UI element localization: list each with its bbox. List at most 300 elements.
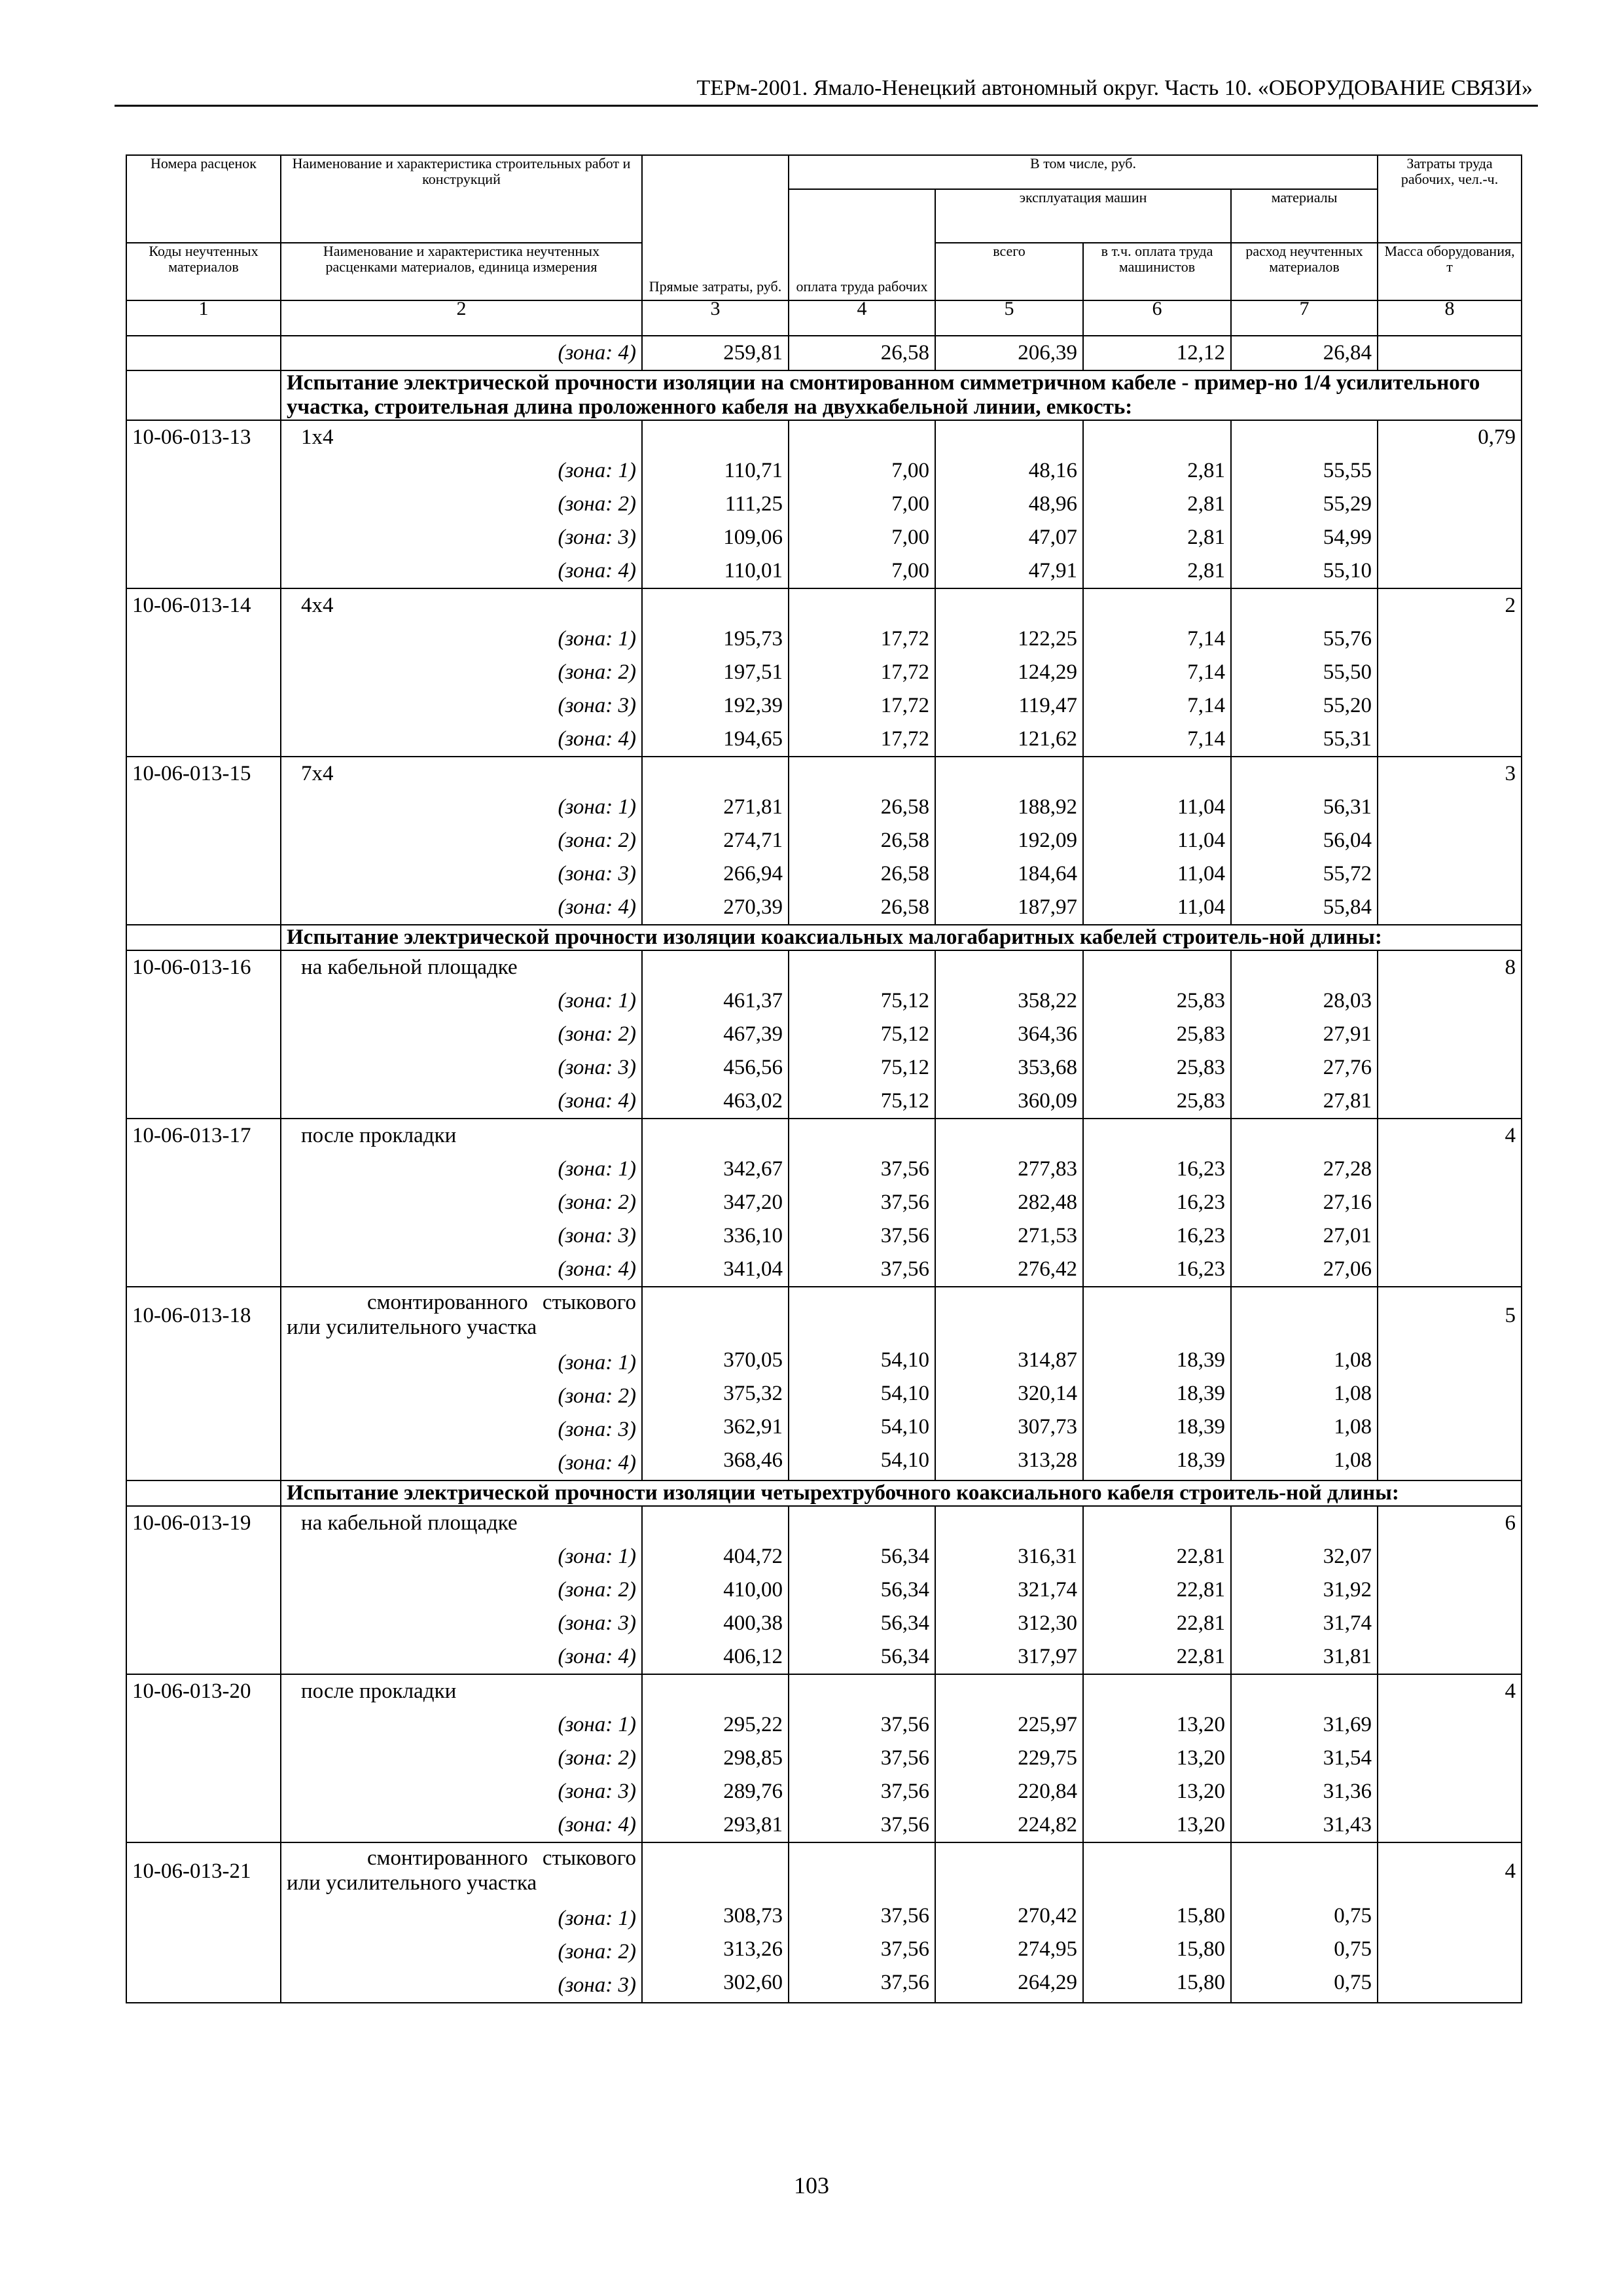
zone-label: (зона: 3) bbox=[558, 526, 636, 549]
labor-pay-value-cell bbox=[789, 757, 935, 925]
machines-labor-value-cell bbox=[1083, 757, 1231, 925]
spacer bbox=[648, 1675, 783, 1708]
page-header bbox=[115, 65, 1538, 107]
machines-total-value: 364,36 bbox=[1018, 1022, 1077, 1046]
zone-label: (зона: 1) bbox=[558, 1907, 636, 1930]
rate-description bbox=[281, 757, 642, 925]
machines-total-value: 317,97 bbox=[1018, 1645, 1077, 1668]
header-col2-bottom: Наименование и характеристика неучтенных расценками материалов, единица измерения bbox=[281, 243, 642, 300]
direct-cost-value: 347,20 bbox=[723, 1191, 783, 1214]
machines-total-value: 314,87 bbox=[1018, 1348, 1077, 1372]
header-labor-pay: оплата труда рабочих bbox=[789, 189, 935, 300]
rate-row bbox=[126, 1842, 1522, 2003]
machines-labor-value-cell bbox=[1083, 1674, 1231, 1842]
rate-name: после прокладки bbox=[301, 1679, 457, 1703]
rate-name: 7х4 bbox=[301, 762, 334, 785]
materials-value: 55,50 bbox=[1323, 660, 1372, 684]
zone-label: (зона: 1) bbox=[558, 1713, 636, 1736]
zone-label: (зона: 4) bbox=[558, 1813, 636, 1837]
mass-value: 4 bbox=[1378, 1674, 1522, 1842]
machines-total-value: 188,92 bbox=[1018, 795, 1077, 819]
zone-label: (зона: 3) bbox=[558, 1611, 636, 1635]
spacer bbox=[1089, 1287, 1225, 1344]
machines-labor-value: 18,39 bbox=[1176, 1448, 1225, 1472]
materials-value: 0,75 bbox=[1334, 1937, 1372, 1961]
header-machines-total: всего bbox=[935, 243, 1083, 300]
machines-total-value: 119,47 bbox=[1018, 694, 1077, 717]
spacer bbox=[1089, 589, 1225, 622]
spacer bbox=[794, 951, 929, 984]
machines-total-value: 282,48 bbox=[1018, 1191, 1077, 1214]
direct-cost-value-cell bbox=[642, 950, 789, 1119]
direct-cost-value: 259,81 bbox=[642, 336, 789, 370]
materials-value: 32,07 bbox=[1323, 1545, 1372, 1568]
spacer bbox=[941, 951, 1077, 984]
materials-value: 55,76 bbox=[1323, 627, 1372, 651]
spacer bbox=[648, 1507, 783, 1540]
labor-pay-value: 37,56 bbox=[880, 1904, 929, 1928]
zone-label: (зона: 3) bbox=[558, 1224, 636, 1247]
rate-name-line: смонтированного стыкового bbox=[366, 1846, 636, 1870]
machines-labor-value: 22,81 bbox=[1176, 1611, 1225, 1635]
rate-row bbox=[126, 950, 1522, 1119]
materials-value: 27,06 bbox=[1323, 1257, 1372, 1281]
direct-cost-value: 368,46 bbox=[723, 1448, 783, 1472]
header-col8-bottom: Масса оборудования, т bbox=[1378, 243, 1522, 300]
machines-total-value: 307,73 bbox=[1018, 1415, 1077, 1439]
direct-cost-value: 370,05 bbox=[723, 1348, 783, 1372]
mass-value: 4 bbox=[1378, 1119, 1522, 1287]
rate-code: 10-06-013-20 bbox=[126, 1674, 281, 1842]
labor-pay-value: 37,56 bbox=[880, 1157, 929, 1181]
spacer bbox=[794, 589, 929, 622]
direct-cost-value: 404,72 bbox=[723, 1545, 783, 1568]
machines-total-value: 360,09 bbox=[1018, 1089, 1077, 1113]
direct-cost-value: 274,71 bbox=[723, 829, 783, 852]
rate-code: 10-06-013-19 bbox=[126, 1506, 281, 1674]
direct-cost-value: 293,81 bbox=[723, 1813, 783, 1837]
rate-code: 10-06-013-21 bbox=[126, 1842, 281, 2003]
zone-label: (зона: 2) bbox=[558, 492, 636, 516]
zone-label: (зона: 3) bbox=[558, 1780, 636, 1803]
section-code-cell bbox=[126, 1480, 281, 1506]
machines-total-value: 48,16 bbox=[1028, 459, 1077, 482]
spacer bbox=[794, 757, 929, 791]
machines-labor-value: 13,20 bbox=[1176, 1746, 1225, 1770]
zone-label: (зона: 4) bbox=[558, 1089, 636, 1113]
spacer bbox=[1237, 1287, 1372, 1344]
rate-code: 10-06-013-15 bbox=[126, 757, 281, 925]
direct-cost-value: 192,39 bbox=[723, 694, 783, 717]
spacer bbox=[941, 1287, 1077, 1344]
labor-pay-value: 17,72 bbox=[880, 694, 929, 717]
machines-labor-value: 16,23 bbox=[1176, 1224, 1225, 1247]
labor-pay-value: 26,58 bbox=[880, 862, 929, 886]
column-number: 4 bbox=[789, 300, 935, 336]
direct-cost-value-cell bbox=[642, 420, 789, 588]
machines-total-value: 320,14 bbox=[1018, 1382, 1077, 1405]
labor-pay-value: 37,56 bbox=[880, 1713, 929, 1736]
zone-label: (зона: 1) bbox=[558, 795, 636, 819]
labor-pay-value: 54,10 bbox=[880, 1382, 929, 1405]
zone-label: (зона: 4) bbox=[558, 727, 636, 751]
labor-pay-value: 56,34 bbox=[880, 1611, 929, 1635]
labor-pay-value: 37,56 bbox=[880, 1191, 929, 1214]
machines-labor-value: 15,80 bbox=[1176, 1971, 1225, 1994]
machines-labor-value-cell bbox=[1083, 1506, 1231, 1674]
materials-value: 1,08 bbox=[1334, 1415, 1372, 1439]
labor-pay-value: 7,00 bbox=[891, 526, 929, 549]
machines-labor-value: 18,39 bbox=[1176, 1382, 1225, 1405]
labor-pay-value-cell bbox=[789, 420, 935, 588]
spacer bbox=[1089, 1507, 1225, 1540]
zone-label: (зона: 2) bbox=[558, 1746, 636, 1770]
direct-cost-value: 375,32 bbox=[723, 1382, 783, 1405]
labor-pay-value: 26,58 bbox=[880, 829, 929, 852]
labor-pay-value: 26,58 bbox=[789, 336, 935, 370]
carry-over-row bbox=[126, 336, 1522, 370]
machines-labor-value: 13,20 bbox=[1176, 1713, 1225, 1736]
machines-labor-value: 13,20 bbox=[1176, 1813, 1225, 1837]
labor-pay-value: 7,00 bbox=[891, 492, 929, 516]
rate-description bbox=[281, 1842, 642, 2003]
materials-value-cell bbox=[1231, 1506, 1378, 1674]
rate-row bbox=[126, 1287, 1522, 1480]
direct-cost-value: 406,12 bbox=[723, 1645, 783, 1668]
header-machines: эксплуатация машин bbox=[935, 189, 1231, 243]
rate-name-block bbox=[287, 1843, 636, 1902]
machines-total-value: 124,29 bbox=[1018, 660, 1077, 684]
machines-total-value: 264,29 bbox=[1018, 1971, 1077, 1994]
section-title: Испытание электрической прочности изоляции коаксиальных малогабаритных кабелей строитель-ной длины: bbox=[281, 925, 1522, 950]
materials-value-cell bbox=[1231, 1287, 1378, 1480]
spacer bbox=[1089, 757, 1225, 791]
labor-pay-value-cell bbox=[789, 1506, 935, 1674]
direct-cost-value: 270,39 bbox=[723, 895, 783, 919]
machines-labor-value: 13,20 bbox=[1176, 1780, 1225, 1803]
machines-total-value-cell bbox=[935, 420, 1083, 588]
direct-cost-value: 111,25 bbox=[724, 492, 783, 516]
machines-total-value-cell bbox=[935, 757, 1083, 925]
machines-total-value: 121,62 bbox=[1018, 727, 1077, 751]
spacer bbox=[1237, 1119, 1372, 1153]
rate-code: 10-06-013-16 bbox=[126, 950, 281, 1119]
machines-labor-value-cell bbox=[1083, 950, 1231, 1119]
spacer bbox=[941, 589, 1077, 622]
machines-labor-value: 25,83 bbox=[1176, 1022, 1225, 1046]
page-header-title: ТЕРм-2001. Ямало-Ненецкий автономный округ. Часть 10. «ОБОРУДОВАНИЕ СВЯЗИ» bbox=[696, 76, 1533, 100]
rate-description bbox=[281, 588, 642, 757]
machines-labor-value: 18,39 bbox=[1176, 1348, 1225, 1372]
machines-total-value: 277,83 bbox=[1018, 1157, 1077, 1181]
direct-cost-value: 194,65 bbox=[723, 727, 783, 751]
materials-value-cell bbox=[1231, 1119, 1378, 1287]
zone-label: (зона: 2) bbox=[558, 1022, 636, 1046]
direct-cost-value: 313,26 bbox=[723, 1937, 783, 1961]
machines-labor-value: 2,81 bbox=[1187, 526, 1225, 549]
machines-total-value: 187,97 bbox=[1018, 895, 1077, 919]
materials-value: 1,08 bbox=[1334, 1382, 1372, 1405]
spacer bbox=[941, 421, 1077, 454]
materials-value: 31,54 bbox=[1323, 1746, 1372, 1770]
machines-total-value: 321,74 bbox=[1018, 1578, 1077, 1602]
direct-cost-value: 197,51 bbox=[723, 660, 783, 684]
machines-labor-value: 7,14 bbox=[1187, 660, 1225, 684]
labor-pay-value: 7,00 bbox=[891, 459, 929, 482]
rate-row bbox=[126, 1119, 1522, 1287]
labor-pay-value: 56,34 bbox=[880, 1545, 929, 1568]
labor-pay-value: 17,72 bbox=[880, 727, 929, 751]
labor-pay-value: 37,56 bbox=[880, 1937, 929, 1961]
spacer bbox=[941, 757, 1077, 791]
direct-cost-value: 461,37 bbox=[723, 989, 783, 1013]
materials-value: 27,16 bbox=[1323, 1191, 1372, 1214]
spacer bbox=[794, 1119, 929, 1153]
column-number: 8 bbox=[1378, 300, 1522, 336]
header-machines-labor: в т.ч. оплата труда машинистов bbox=[1083, 243, 1231, 300]
machines-labor-value: 15,80 bbox=[1176, 1937, 1225, 1961]
spacer bbox=[1237, 1675, 1372, 1708]
zone-label: (зона: 1) bbox=[558, 989, 636, 1013]
zone-label: (зона: 2) bbox=[558, 1384, 636, 1408]
machines-total-value: 316,31 bbox=[1018, 1545, 1077, 1568]
section-code-cell bbox=[126, 925, 281, 950]
mass-value: 5 bbox=[1378, 1287, 1522, 1480]
spacer bbox=[1237, 421, 1372, 454]
zone-label: (зона: 1) bbox=[558, 1545, 636, 1568]
zone-label: (зона: 3) bbox=[558, 1418, 636, 1441]
machines-labor-value: 11,04 bbox=[1177, 795, 1225, 819]
materials-value: 27,91 bbox=[1323, 1022, 1372, 1046]
materials-value-cell bbox=[1231, 757, 1378, 925]
zone-label: (зона: 1) bbox=[558, 1351, 636, 1374]
machines-labor-value-cell bbox=[1083, 420, 1231, 588]
materials-value: 55,20 bbox=[1323, 694, 1372, 717]
materials-value: 55,29 bbox=[1323, 492, 1372, 516]
direct-cost-value-cell bbox=[642, 588, 789, 757]
materials-value: 55,72 bbox=[1323, 862, 1372, 886]
machines-total-value: 206,39 bbox=[935, 336, 1083, 370]
rate-description bbox=[281, 420, 642, 588]
machines-total-value: 270,42 bbox=[1018, 1904, 1077, 1928]
header-col1-top: Номера расценок bbox=[126, 155, 281, 243]
direct-cost-value: 308,73 bbox=[723, 1904, 783, 1928]
page-number: 103 bbox=[794, 2172, 829, 2198]
spacer bbox=[1237, 1843, 1372, 1899]
machines-labor-value: 25,83 bbox=[1176, 989, 1225, 1013]
rate-row bbox=[126, 1506, 1522, 1674]
zone-label: (зона: 2) bbox=[558, 829, 636, 852]
spacer bbox=[794, 1287, 929, 1344]
machines-labor-value: 7,14 bbox=[1187, 727, 1225, 751]
section-code-cell bbox=[126, 370, 281, 420]
direct-cost-value: 302,60 bbox=[723, 1971, 783, 1994]
labor-pay-value: 54,10 bbox=[880, 1448, 929, 1472]
materials-value: 26,84 bbox=[1231, 336, 1378, 370]
machines-total-value: 184,64 bbox=[1018, 862, 1077, 886]
machines-labor-value: 12,12 bbox=[1083, 336, 1231, 370]
machines-labor-value: 2,81 bbox=[1187, 492, 1225, 516]
machines-total-value: 220,84 bbox=[1018, 1780, 1077, 1803]
materials-value: 27,76 bbox=[1323, 1056, 1372, 1079]
machines-total-value: 276,42 bbox=[1018, 1257, 1077, 1281]
zone-label: (зона: 4) bbox=[558, 1645, 636, 1668]
zone-label: (зона: 4) bbox=[558, 1451, 636, 1475]
materials-value: 55,10 bbox=[1323, 559, 1372, 583]
materials-value: 31,69 bbox=[1323, 1713, 1372, 1736]
spacer bbox=[794, 421, 929, 454]
direct-cost-value: 295,22 bbox=[723, 1713, 783, 1736]
spacer bbox=[1237, 757, 1372, 791]
spacer bbox=[648, 421, 783, 454]
rate-name-line: смонтированного стыкового bbox=[366, 1291, 636, 1314]
labor-pay-value-cell bbox=[789, 588, 935, 757]
section-row bbox=[126, 1480, 1522, 1506]
rate-row bbox=[126, 420, 1522, 588]
materials-value-cell bbox=[1231, 950, 1378, 1119]
spacer bbox=[648, 589, 783, 622]
direct-cost-value: 110,71 bbox=[724, 459, 783, 482]
spacer bbox=[648, 1843, 783, 1899]
machines-labor-value: 2,81 bbox=[1187, 459, 1225, 482]
zone-label: (зона: 4) bbox=[558, 1257, 636, 1281]
machines-labor-value: 11,04 bbox=[1177, 895, 1225, 919]
direct-cost-value-cell bbox=[642, 1506, 789, 1674]
section-title: Испытание электрической прочности изоляции четырехтрубочного коаксиального кабеля строитель-ной длины: bbox=[281, 1480, 1522, 1506]
machines-labor-value: 11,04 bbox=[1177, 862, 1225, 886]
machines-labor-value: 7,14 bbox=[1187, 694, 1225, 717]
direct-cost-value: 362,91 bbox=[723, 1415, 783, 1439]
spacer bbox=[1237, 1507, 1372, 1540]
machines-labor-value: 25,83 bbox=[1176, 1089, 1225, 1113]
spacer bbox=[794, 1507, 929, 1540]
section-row bbox=[126, 370, 1522, 420]
labor-pay-value: 75,12 bbox=[880, 1056, 929, 1079]
materials-value: 27,81 bbox=[1323, 1089, 1372, 1113]
materials-value-cell bbox=[1231, 1674, 1378, 1842]
zone-label: (зона: 3) bbox=[558, 862, 636, 886]
header-col8-top: Затраты труда рабочих, чел.-ч. bbox=[1378, 155, 1522, 243]
machines-labor-value: 16,23 bbox=[1176, 1157, 1225, 1181]
direct-cost-value: 336,10 bbox=[723, 1224, 783, 1247]
materials-value: 56,31 bbox=[1323, 795, 1372, 819]
machines-labor-value: 22,81 bbox=[1176, 1645, 1225, 1668]
mass-value: 2 bbox=[1378, 588, 1522, 757]
materials-value-cell bbox=[1231, 420, 1378, 588]
materials-value: 1,08 bbox=[1334, 1448, 1372, 1472]
labor-pay-value: 54,10 bbox=[880, 1415, 929, 1439]
price-table bbox=[126, 154, 1522, 2003]
machines-total-value: 271,53 bbox=[1018, 1224, 1077, 1247]
materials-value: 55,84 bbox=[1323, 895, 1372, 919]
labor-pay-value: 56,34 bbox=[880, 1645, 929, 1668]
machines-total-value: 192,09 bbox=[1018, 829, 1077, 852]
materials-value-cell bbox=[1231, 1842, 1378, 2003]
labor-pay-value-cell bbox=[789, 1842, 935, 2003]
rate-code: 10-06-013-17 bbox=[126, 1119, 281, 1287]
machines-total-value-cell bbox=[935, 1506, 1083, 1674]
direct-cost-value-cell bbox=[642, 757, 789, 925]
header-col2-top: Наименование и характеристика строительных работ и конструкций bbox=[281, 155, 642, 243]
direct-cost-value: 342,67 bbox=[723, 1157, 783, 1181]
direct-cost-value-cell bbox=[642, 1119, 789, 1287]
zone-label: (зона: 2) bbox=[558, 660, 636, 684]
machines-total-value: 274,95 bbox=[1018, 1937, 1077, 1961]
rate-row bbox=[126, 757, 1522, 925]
materials-value: 31,74 bbox=[1323, 1611, 1372, 1635]
machines-labor-value: 16,23 bbox=[1176, 1191, 1225, 1214]
direct-cost-value: 467,39 bbox=[723, 1022, 783, 1046]
rate-row bbox=[126, 588, 1522, 757]
spacer bbox=[1089, 951, 1225, 984]
header-including: В том числе, руб. bbox=[789, 155, 1378, 189]
spacer bbox=[1089, 1843, 1225, 1899]
zone-label: (зона: 1) bbox=[558, 459, 636, 482]
spacer bbox=[648, 757, 783, 791]
direct-cost-value: 266,94 bbox=[723, 862, 783, 886]
machines-total-value: 229,75 bbox=[1018, 1746, 1077, 1770]
zone-label: (зона: 2) bbox=[558, 1191, 636, 1214]
spacer bbox=[1089, 1675, 1225, 1708]
spacer bbox=[794, 1675, 929, 1708]
zone-label: (зона: 4) bbox=[281, 336, 642, 370]
rate-description bbox=[281, 1119, 642, 1287]
machines-total-value: 122,25 bbox=[1018, 627, 1077, 651]
zone-label: (зона: 3) bbox=[558, 1056, 636, 1079]
labor-pay-value: 37,56 bbox=[880, 1780, 929, 1803]
machines-total-value: 358,22 bbox=[1018, 989, 1077, 1013]
machines-labor-value-cell bbox=[1083, 1842, 1231, 2003]
section-title: Испытание электрической прочности изоляции на смонтированном симметричном кабеле - пример-но 1/4 усилительного участка, строительная длина проложенного кабеля на двухкабельной линии, емкость: bbox=[281, 370, 1522, 420]
machines-labor-value: 22,81 bbox=[1176, 1545, 1225, 1568]
spacer bbox=[648, 1119, 783, 1153]
materials-value-cell bbox=[1231, 588, 1378, 757]
machines-labor-value-cell bbox=[1083, 1119, 1231, 1287]
labor-pay-value: 7,00 bbox=[891, 559, 929, 583]
zone-label: (зона: 1) bbox=[558, 627, 636, 651]
labor-pay-value: 75,12 bbox=[880, 1089, 929, 1113]
header-col1-bottom: Коды неучтенных материалов bbox=[126, 243, 281, 300]
labor-pay-value-cell bbox=[789, 1674, 935, 1842]
materials-value: 0,75 bbox=[1334, 1904, 1372, 1928]
materials-value: 1,08 bbox=[1334, 1348, 1372, 1372]
machines-labor-value: 15,80 bbox=[1176, 1904, 1225, 1928]
machines-total-value-cell bbox=[935, 1287, 1083, 1480]
column-number: 2 bbox=[281, 300, 642, 336]
rate-row bbox=[126, 1674, 1522, 1842]
column-number: 7 bbox=[1231, 300, 1378, 336]
direct-cost-value: 289,76 bbox=[723, 1780, 783, 1803]
machines-total-value-cell bbox=[935, 588, 1083, 757]
labor-pay-value: 54,10 bbox=[880, 1348, 929, 1372]
direct-cost-value: 463,02 bbox=[723, 1089, 783, 1113]
machines-total-value: 313,28 bbox=[1018, 1448, 1077, 1472]
header-col3: Прямые затраты, руб. bbox=[642, 155, 789, 300]
materials-value: 55,31 bbox=[1323, 727, 1372, 751]
zone-label: (зона: 2) bbox=[558, 1940, 636, 1964]
labor-pay-value: 26,58 bbox=[880, 895, 929, 919]
labor-pay-value-cell bbox=[789, 950, 935, 1119]
labor-pay-value: 17,72 bbox=[880, 660, 929, 684]
mass-value: 8 bbox=[1378, 950, 1522, 1119]
machines-total-value: 353,68 bbox=[1018, 1056, 1077, 1079]
rate-name: на кабельной площадке bbox=[301, 1511, 518, 1535]
materials-value: 31,81 bbox=[1323, 1645, 1372, 1668]
machines-total-value: 224,82 bbox=[1018, 1813, 1077, 1837]
direct-cost-value-cell bbox=[642, 1287, 789, 1480]
machines-labor-value: 7,14 bbox=[1187, 627, 1225, 651]
direct-cost-value: 456,56 bbox=[723, 1056, 783, 1079]
